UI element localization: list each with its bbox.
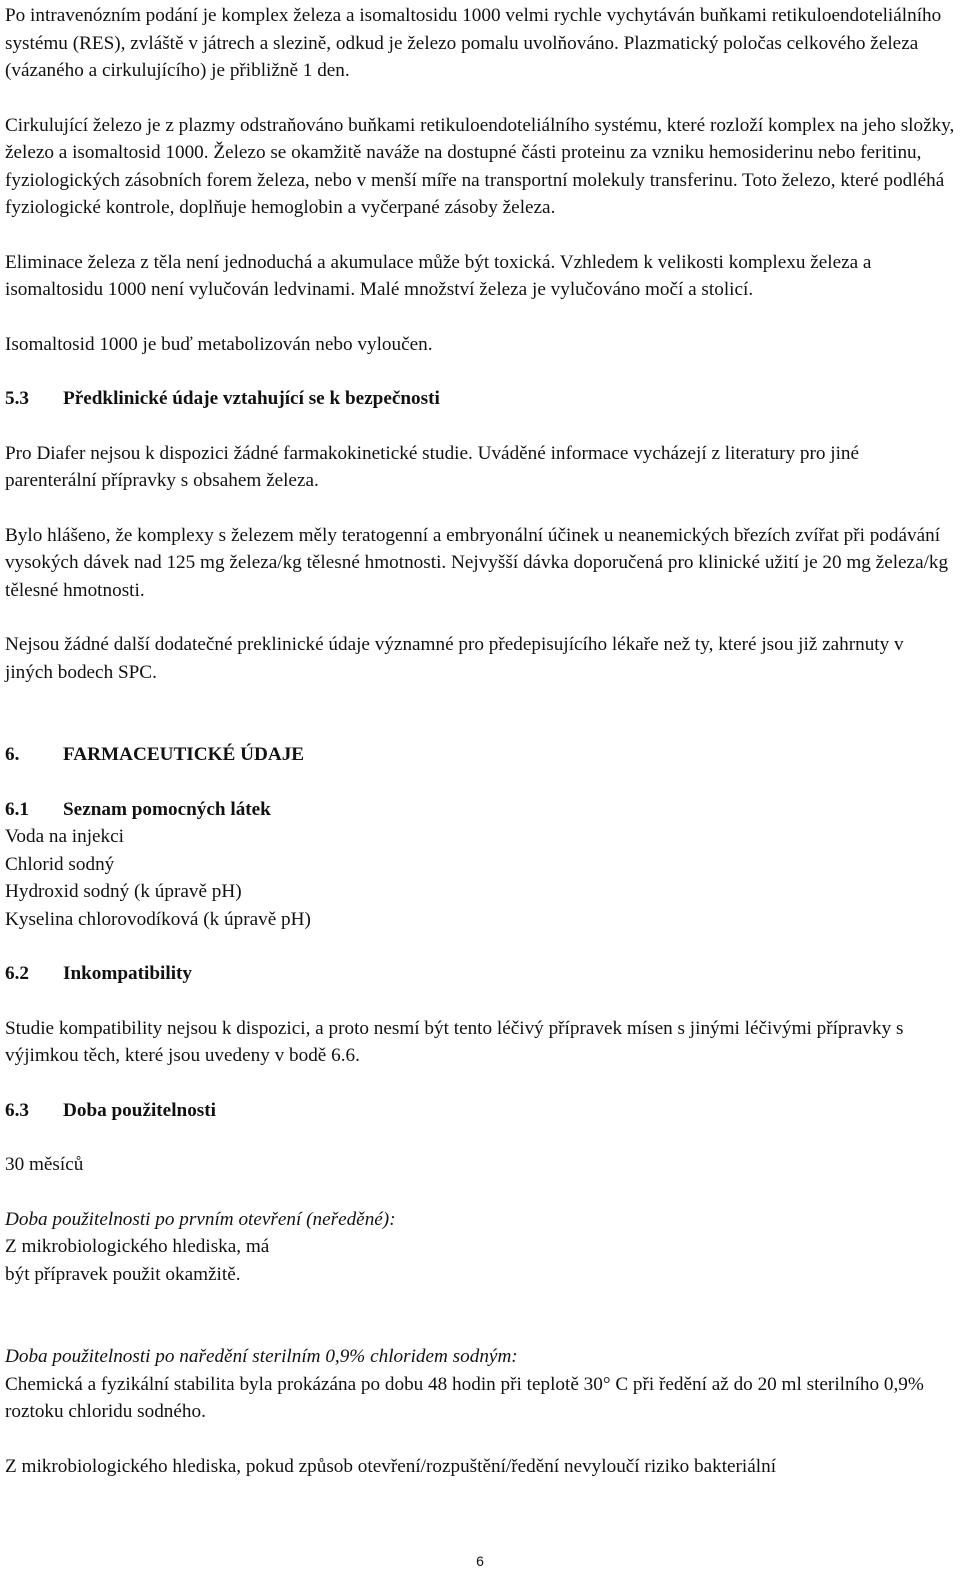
subsection-after-dilution — [5, 1343, 955, 1426]
shelf-life-value: 30 měsíců — [5, 1154, 84, 1175]
subsection-after-opening — [5, 1206, 955, 1289]
section-number: 6.1 — [5, 798, 29, 820]
list-item: Chlorid sodný — [5, 853, 115, 875]
paragraph-pharmacokinetics: Po intravenózním podání je komplex železa a isomaltosidu 1000 velmi rychle vychytáván buňkami retikuloendoteliálního systému (RES), zvláště v játrech a slezině, odkud je železo pomalu uvolňováno. Plazmatický poločas celkového železa (vázaného a cirkulujícího) je přibližně 1 den. — [5, 5, 942, 81]
paragraph-incompatibilities: Studie kompatibility nejsou k dispozici, a proto nesmí být tento léčivý přípravek mísen s jinými léčivými přípravky s výjimkou těch, které jsou uvedeny v bodě 6.6. — [5, 1017, 904, 1066]
section-heading-6 — [5, 741, 955, 769]
list-item: Kyselina chlorovodíková (k úpravě pH) — [5, 908, 311, 930]
section-heading-6-1 — [5, 796, 955, 824]
section-title: Doba použitelnosti — [63, 1099, 216, 1121]
paragraph-no-studies: Pro Diafer nejsou k dispozici žádné farmakokinetické studie. Uváděné informace vycházejí z literatury pro jiné parenterální přípravky s obsahem železa. — [5, 442, 860, 491]
section-title: Předklinické údaje vztahující se k bezpečnosti — [63, 388, 440, 409]
paragraph-elimination: Eliminace železa z těla není jednoduchá a akumulace může být toxická. Vzhledem k velikosti komplexu železa a isomaltosidu 1000 není vylučován ledvinami. Malé množství železa je vylučováno močí a stolicí. — [5, 251, 872, 300]
list-item: Voda na injekci — [5, 826, 125, 847]
subsection-line: být přípravek použit okamžitě. — [5, 1263, 241, 1285]
section-heading-6-3 — [5, 1097, 955, 1125]
section-title: Inkompatibility — [63, 963, 193, 984]
section-number: 6. — [5, 744, 20, 765]
paragraph-no-further-data: Nejsou žádné další dodatečné preklinické údaje významné pro předepisujícího lékaře než ty, které jsou již zahrnuty v jiných bodech SPC. — [5, 634, 904, 683]
subsection-title: Doba použitelnosti po naředění sterilním 0,9% chloridem sodným: — [5, 1346, 518, 1367]
paragraph-circulating-iron: Cirkulující železo je z plazmy odstraňováno buňkami retikuloendoteliálního systému, které rozloží komplex na jeho složky, železo a isomaltosid 1000. Železo se okamžitě naváže na dostupné části proteinu za vzniku hemosiderinu nebo feritinu, fyziologických zásobních forem železa, nebo v menší míře na transportní molekuly transferinu. Toto železo, které podléhá fyziologické kontrole, doplňuje hemoglobin a vyčerpané zásoby železa. — [5, 114, 955, 218]
paragraph-teratogenic: Bylo hlášeno, že komplexy s železem měly teratogenní a embryonální účinek u neanemických březích zvířat při podávání vysokých dávek nad 125 mg železa/kg tělesné hmotnosti. Nejvyšší dávka doporučená pro klinické užití je 20 mg železa/kg tělesné hmotnosti. — [5, 524, 949, 601]
section-title: Seznam pomocných látek — [63, 798, 271, 820]
page-number: 6 — [476, 1553, 484, 1569]
subsection-title: Doba použitelnosti po prvním otevření (neředěné): — [5, 1208, 396, 1230]
section-number: 5.3 — [5, 388, 29, 409]
subsection-line: Z mikrobiologického hlediska, má — [5, 1236, 270, 1257]
section-heading-6-2 — [5, 960, 955, 988]
section-number: 6.3 — [5, 1099, 29, 1121]
list-item: Hydroxid sodný (k úpravě pH) — [5, 881, 242, 902]
section-title: FARMACEUTICKÉ ÚDAJE — [63, 744, 305, 765]
excipient-list — [5, 823, 955, 933]
document-page — [5, 2, 955, 1480]
section-heading-5-3 — [5, 385, 955, 413]
section-number: 6.2 — [5, 963, 29, 984]
paragraph-isomaltoside: Isomaltosid 1000 je buď metabolizován nebo vyloučen. — [5, 333, 433, 355]
paragraph-microbiological: Z mikrobiologického hlediska, pokud způsob otevření/rozpuštění/ředění nevyloučí riziko bakteriální — [5, 1455, 777, 1477]
subsection-text: Chemická a fyzikální stabilita byla prokázána po dobu 48 hodin při teplotě 30° C při ředění až do 20 ml sterilního 0,9% roztoku chloridu sodného. — [5, 1373, 924, 1422]
